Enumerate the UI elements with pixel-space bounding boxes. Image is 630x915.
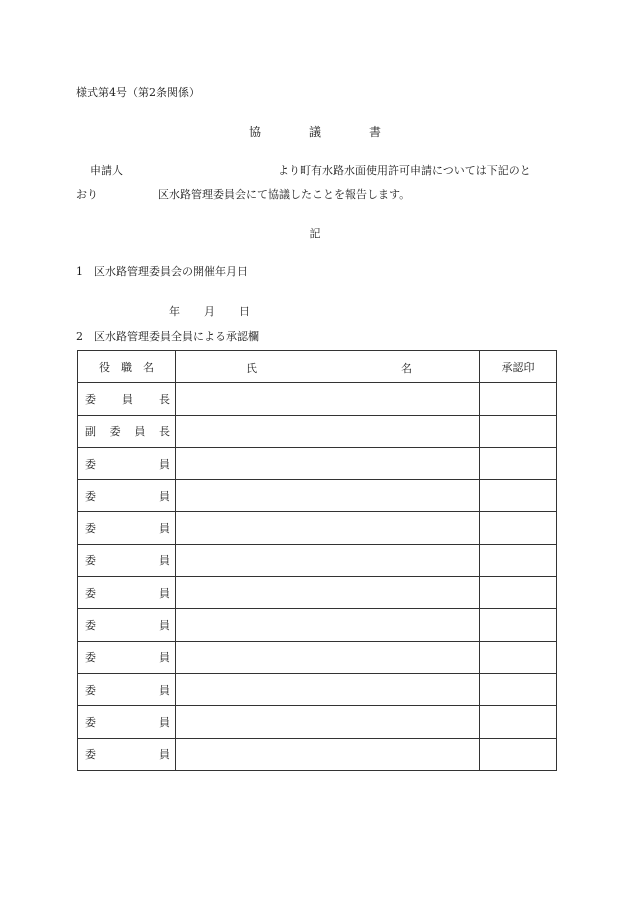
- table-row: [78, 641, 557, 673]
- seal-cell[interactable]: [480, 512, 557, 544]
- seal-cell[interactable]: [480, 544, 557, 576]
- seal-cell[interactable]: [480, 641, 557, 673]
- table-row: [78, 480, 557, 512]
- name-cell[interactable]: [176, 480, 480, 512]
- name-cell[interactable]: [176, 673, 480, 705]
- role-cell: 委員: [78, 577, 176, 609]
- role-cell: 委員: [78, 706, 176, 738]
- name-cell[interactable]: [176, 706, 480, 738]
- document-title: 協 議 書: [248, 125, 381, 139]
- date-day: 日: [239, 305, 250, 318]
- date-year: 年: [169, 305, 180, 318]
- table-row: [78, 544, 557, 576]
- seal-cell[interactable]: [480, 609, 557, 641]
- role-cell: 委員: [78, 673, 176, 705]
- date-month: 月: [204, 305, 215, 318]
- header-name: [176, 351, 480, 383]
- name-cell[interactable]: [176, 544, 480, 576]
- table-row: [78, 447, 557, 479]
- role-cell: 委員: [78, 480, 176, 512]
- name-cell[interactable]: [176, 512, 480, 544]
- table-row: [78, 609, 557, 641]
- approval-table: [77, 350, 557, 771]
- role-cell: 委員: [78, 447, 176, 479]
- ki-heading: 記: [309, 227, 321, 240]
- seal-cell[interactable]: [480, 673, 557, 705]
- role-cell: 委員: [78, 641, 176, 673]
- name-cell[interactable]: [176, 415, 480, 447]
- role-cell: 委員: [78, 738, 176, 770]
- item2-heading: 2 区水路管理委員全員による承認欄: [76, 330, 259, 343]
- header-role: 役 職 名: [78, 351, 176, 383]
- seal-cell[interactable]: [480, 447, 557, 479]
- item1-heading: 1 区水路管理委員会の開催年月日: [76, 265, 248, 278]
- table-row: [78, 577, 557, 609]
- body-text-line2: 区水路管理委員会にて協議したことを報告します。: [158, 188, 411, 201]
- seal-cell[interactable]: [480, 706, 557, 738]
- form-number: 様式第4号（第2条関係）: [76, 86, 200, 99]
- name-cell[interactable]: [176, 641, 480, 673]
- table-row: [78, 706, 557, 738]
- meeting-date: [162, 291, 250, 319]
- table-header-row: [78, 351, 557, 383]
- seal-cell[interactable]: [480, 383, 557, 415]
- role-cell: 副委員長: [78, 415, 176, 447]
- table-row: [78, 738, 557, 770]
- seal-cell[interactable]: [480, 577, 557, 609]
- table-row: [78, 415, 557, 447]
- body-text-line2-start: おり: [76, 188, 98, 201]
- name-cell[interactable]: [176, 738, 480, 770]
- header-seal: 承認印: [480, 351, 557, 383]
- seal-cell[interactable]: [480, 738, 557, 770]
- seal-cell[interactable]: [480, 480, 557, 512]
- table-row: [78, 673, 557, 705]
- role-cell: 委員: [78, 609, 176, 641]
- header-name-2: 名: [401, 362, 412, 375]
- role-cell: 委員: [78, 544, 176, 576]
- name-cell[interactable]: [176, 577, 480, 609]
- table-row: [78, 512, 557, 544]
- table-row: [78, 383, 557, 415]
- body-text-line1: より町有水路水面使用許可申請については下記のと: [278, 164, 531, 177]
- name-cell[interactable]: [176, 447, 480, 479]
- header-name-1: 氏: [246, 362, 257, 375]
- applicant-label: 申請人: [90, 164, 123, 177]
- name-cell[interactable]: [176, 609, 480, 641]
- role-cell: 委員長: [78, 383, 176, 415]
- name-cell[interactable]: [176, 383, 480, 415]
- role-cell: 委員: [78, 512, 176, 544]
- seal-cell[interactable]: [480, 415, 557, 447]
